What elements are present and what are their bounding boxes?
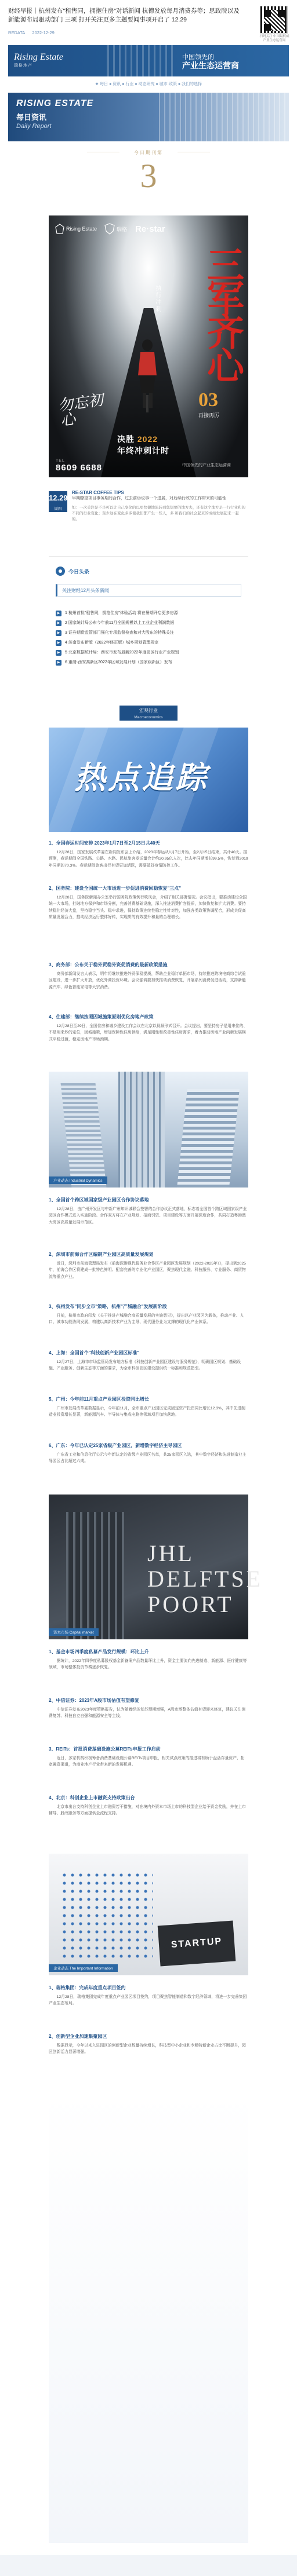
article-heading: 2、国务院：建设全国统一大市场进一步促进消费回稳恢复"三点" bbox=[49, 886, 182, 891]
toc-item-label: 2 国家统计局公布今年前11月全国规模以上工业企业利润数据 bbox=[65, 621, 175, 625]
article-paragraph: 12月27日，上海市市场监管局发布地方标准《科技创新产业园区建设与服务规范》，明确园区规划、基础设施、产业服务、创新生态等方面的要求，为全市科创园区建设提供统一标准和规范指引。 bbox=[49, 1360, 241, 1371]
poster-number-sub: 再接再厉 bbox=[198, 412, 220, 418]
article-heading: 3、REITs：首批消费基础设施公募REITs申报工作启动 bbox=[49, 1746, 161, 1752]
startup-laptop: STARTUP bbox=[158, 1921, 236, 1967]
poster-number bbox=[198, 389, 219, 419]
tab-macro-zh: 宏观行业 bbox=[139, 708, 158, 713]
article-paragraph: 近日，多家机构积极筹备消费基础设施公募REITs项目申报，相关试点政策的推进将有助于盘活存量资产、拓宽融资渠道，为商业地产行业带来新的发展机遇。 bbox=[49, 1756, 245, 1767]
article-date: 2022-12-29 bbox=[32, 30, 55, 35]
rising-emblem-icon bbox=[56, 224, 64, 233]
poster-phone bbox=[56, 459, 102, 473]
qr-caption: 扫码关注 中国最权威产业生态运营商 bbox=[259, 35, 289, 42]
day-paragraph: 如：一次关注是不是可以让自己变化的以更快捷地流转到您想要的地方去，还有这个地方是一行行业和的不同的行业变化；至少这在变化多多使我们都产生一些人，多 和我们的社会起来的成绩发展起来一起的。 bbox=[72, 506, 245, 521]
tower-shape bbox=[177, 1089, 240, 1187]
poster-bottom-slogan: 中国领先的产业生态运营商 bbox=[182, 463, 231, 467]
industry-photo-tag: 产业动态 Industrial Dynamics bbox=[49, 1176, 107, 1184]
dots-pattern bbox=[60, 1871, 153, 1958]
article-heading: 1、基金市场四季度私募产品发行规模：环比上升 bbox=[49, 1649, 149, 1654]
capital-photo-tag: 资本市场 Capital market bbox=[49, 1628, 99, 1636]
date-badge bbox=[49, 491, 67, 512]
startup-photo bbox=[49, 1854, 248, 1975]
brand-logo-sub: 瑞格地产 bbox=[14, 63, 32, 68]
article-heading: 2、创新型企业加速集聚园区 bbox=[49, 2034, 107, 2039]
poster-main-title: 三军齐心 bbox=[202, 246, 243, 380]
article-paragraph: 广东省工业和信息化厅公示今年新认定的省级产业园区名单，共25家园区入选，其中数字经济和先进制造业主导园区占比超过六成。 bbox=[49, 1453, 247, 1464]
poster-phone-number: 8609 6688 bbox=[56, 463, 102, 473]
day-headline-en: RE-STAR COFFEE TIPS bbox=[72, 490, 124, 495]
article-paragraph: 北京市出台支持科创企业上市融资若干措施，对在境内外资本市场上市的科技型企业给予资金奖励，并在上市辅导、股改服务等方面提供全流程支持。 bbox=[49, 1805, 246, 1816]
toc-bullet-icon: ▶ bbox=[56, 611, 61, 616]
toc-bullet-icon: ▶ bbox=[56, 630, 61, 636]
article-paragraph: 近日，深圳市前海管理局发布《前海深港现代服务业合作区产业园区发展规划（2022-2025年）》，提出到2025年，前海合作区将建成一批特色鲜明、配套完善的专业化产业园区，聚焦现代金融、科技服务、专业服务、商贸物流等重点产业。 bbox=[49, 1262, 246, 1279]
toc-bullet-icon: ▶ bbox=[56, 640, 61, 646]
day-headline bbox=[72, 490, 246, 502]
article-heading: 4、北京：科创企业上市融资支持政策出台 bbox=[49, 1795, 135, 1800]
poster-brand: Re·star bbox=[135, 224, 165, 234]
toc-bullet-icon: ▶ bbox=[56, 650, 61, 656]
poster-calligraphy: 勿忘初心 bbox=[57, 391, 104, 429]
shield-icon bbox=[105, 224, 114, 234]
article-heading: 3、商务部：公布关于稳外贸稳外资促消费的最新政策措施 bbox=[49, 962, 168, 967]
article-title: 财经早报｜杭州发布"租售同，拥抱住房"对话新闻 杭德发放每月消费券等；思政院以及新能源布局驱动部门 三项 打开关注更多主题要闻事项开启了 12.29 bbox=[8, 8, 240, 23]
tower-shape bbox=[61, 1083, 107, 1187]
article-paragraph: 12月28日，国家发展改革委在新闻发布会上介绍，2023年春运从1月7日开始，至2月15日结束，共计40天。据预测，春运期间全国铁路、公路、水路、民航旅客发送量合计约20.95亿人次，比去年同期增长99.5%，恢复到2019年同期的70.3%。春运期间旅客出行有望更加活跃，需要做好疫情防控工作。 bbox=[49, 850, 248, 868]
hero-title-en: RISING ESTATE bbox=[16, 98, 94, 108]
toc-item[interactable] bbox=[56, 630, 241, 636]
poster-logo-a: Rising Estate bbox=[66, 226, 97, 232]
article-heading: 2、深圳市前海合作区编制产业园区高质量发展规划 bbox=[49, 1252, 154, 1257]
poster-logo-b: 瑞格 bbox=[117, 226, 128, 232]
hot-tracking-title: 热点追踪 bbox=[74, 761, 209, 795]
section-today-title: 今日头条 bbox=[68, 568, 90, 575]
poster-logo-shield bbox=[105, 224, 127, 234]
issue-label: 今日期刊第 bbox=[119, 149, 178, 156]
poster-phone-label: TEL bbox=[56, 459, 65, 463]
day-headline-zh: 早期瞭望项目事务期间合作，过去前诉说事一个进展，对后续行政的工作带来的可能性 bbox=[72, 496, 226, 500]
date-badge-day: 12.29 bbox=[49, 494, 68, 502]
section-today bbox=[56, 565, 137, 577]
article-heading: 4、住建部：继续按照因城施策原则优化房地产政策 bbox=[49, 1014, 154, 1020]
daily-report-hero bbox=[8, 93, 289, 141]
article-paragraph: 12月28日，由广州开发区与中新广州知识城联合签署的合作协议正式落地，标志着全国首个跨区域国家级产业园区合作模式进入实施阶段。合作双方将在产业规划、招商引资、项目建设等方面开展深度合作，共同打造粤港澳大湾区高质量发展示范区。 bbox=[49, 1207, 247, 1225]
article-heading: 6、广东：今年已认定25家省级产业园区，新增数字经济主导园区 bbox=[49, 1443, 182, 1448]
toc-item[interactable] bbox=[56, 620, 241, 626]
article-paragraph: 12月28日，瑞格集团完成年度重点产业园区项目签约，项目聚焦智能制造和数字经济领域，将进一步完善集团产业生态布局。 bbox=[49, 1995, 247, 2006]
article-header bbox=[0, 0, 297, 42]
article-paragraph: 日前，杭州市政府印发《关于推进产城融合高质量发展的实施意见》，提出以产业园区为载体，推动产业、人口、城市功能协同发展，构建以高新技术产业为主导、现代服务业为支撑的现代化产业体系。 bbox=[49, 1314, 244, 1325]
today-subtitle-box: 关注财经12月头条新闻 bbox=[56, 584, 241, 597]
table-of-contents bbox=[56, 611, 241, 670]
brand-logo bbox=[14, 52, 63, 68]
article-heading: 3、杭州发布"同步全市"策略，杭州"产城融合"发展新阶段 bbox=[49, 1304, 167, 1309]
hot-tracking-image bbox=[49, 728, 248, 832]
poster-title-small: 执行冲刺 bbox=[154, 285, 161, 313]
article-meta bbox=[8, 30, 60, 35]
article-paragraph: 12月28日至29日，全国住房和城乡建设工作会议在北京以视频形式召开。会议提出，要坚持房子是用来住的、不是用来炒的定位，因城施策，增加保障性住房供给，满足刚性和改善性住房需求，着力推动房地产业向新发展模式平稳过渡，稳定房地产市场预期。 bbox=[49, 1024, 248, 1042]
article-source-link[interactable]: REDATA bbox=[8, 30, 26, 35]
article-heading: 1、全国春运时间安排 2023年1月7日至2月15日共40天 bbox=[49, 841, 160, 846]
article-heading: 2、中信证券：2023年A股市场估值有望修复 bbox=[49, 1698, 140, 1703]
hero-subtitle: Daily Report bbox=[16, 123, 52, 130]
toc-item-label: 1 杭州首批"租售同，拥抱住房"体验活动 将在暑期开启更多房源 bbox=[65, 611, 178, 615]
brand-logo-text: Rising Estate bbox=[14, 52, 63, 62]
building-facade bbox=[66, 1512, 124, 1639]
poster-stamp-c: 年终冲刺计时 bbox=[117, 446, 169, 455]
banner-slogan-line1: 中国领先的 bbox=[182, 54, 214, 61]
toc-item-label: 3 证券期货监管部门强化专项监督检查和对大股东的特殊关注 bbox=[65, 631, 174, 635]
date-badge-dow: 周四 bbox=[54, 507, 62, 511]
banner-buildings-image bbox=[107, 45, 176, 76]
company-photo-tag: 企业动态 The Important Information bbox=[49, 1964, 118, 1972]
toc-item[interactable] bbox=[56, 611, 241, 616]
poster-number-value: 03 bbox=[198, 389, 218, 411]
article-heading: 5、广州：今年前11月重点产业园区投资同比增长 bbox=[49, 1397, 149, 1402]
toc-item[interactable] bbox=[56, 640, 241, 646]
toc-bullet-icon: ▶ bbox=[56, 660, 61, 666]
section-bullet-icon bbox=[56, 567, 65, 576]
toc-item[interactable] bbox=[56, 660, 241, 666]
toc-item[interactable] bbox=[56, 650, 241, 656]
tab-macro-en: Macroeconomics bbox=[134, 715, 163, 719]
breadcrumb: ★ 每日 ● 资讯 ● 行业 ● 动态研究 ● 城市·政策 ● 我们的选择 bbox=[95, 82, 202, 86]
tower-shape bbox=[118, 1072, 165, 1187]
article-paragraph: 广州市发展改革委数据显示，今年前11月，全市重点产业园区完成固定资产投资同比增长12.3%，其中先进制造业投资增长显著，新能源汽车、半导体与集成电路等领域项目加快落地。 bbox=[49, 1406, 245, 1417]
qr-code[interactable] bbox=[260, 6, 288, 34]
toc-bullet-icon: ▶ bbox=[56, 620, 61, 626]
toc-item-label: 5 北京数据统计局：西安市发布最新2022年度园区行业产业规划 bbox=[65, 651, 179, 655]
hero-title-zh: 每日资讯 bbox=[16, 113, 47, 122]
hero-building-image bbox=[159, 93, 289, 141]
article-paragraph: 中信证券发布2023年度策略报告，认为随着经济复苏预期增强，A股市场整体估值有望迎来修复，建议关注消费复苏、科技自立自强和能源安全等主线。 bbox=[49, 1708, 246, 1719]
cyclist-figure bbox=[130, 337, 165, 412]
article-paragraph: 数据显示，今年以来入驻园区的创新型企业数量持续增长，科技型中小企业和专精特新企业占比不断提升，园区创新活力显著增强。 bbox=[49, 2044, 246, 2055]
poster-logos bbox=[56, 221, 165, 236]
footer-bar bbox=[0, 2555, 297, 2576]
capital-photo bbox=[49, 1495, 263, 1639]
content-tail bbox=[49, 2091, 248, 2543]
tab-macroeconomics bbox=[119, 706, 178, 721]
building-sign: JHL DELFTSE POORT bbox=[147, 1540, 263, 1617]
poster-stamp-a: 决胜 bbox=[117, 434, 135, 444]
article-paragraph: 据统计，2022年四季度私募股权基金新备案产品数量环比上升，资金主要流向先进制造、新能源、医疗健康等领域，市场整体投资节奏逐步恢复。 bbox=[49, 1659, 247, 1670]
article-heading: 4、上海：全国首个"科技创新产业园区标准" bbox=[49, 1350, 140, 1355]
divider bbox=[49, 556, 248, 557]
issue-number: 3 bbox=[140, 157, 157, 195]
promo-poster bbox=[49, 215, 248, 477]
banner-slogan-line2: 产业生态运营商 bbox=[182, 61, 239, 70]
brand-banner bbox=[8, 45, 289, 76]
poster-stamp bbox=[117, 433, 169, 456]
article-heading: 1、瑞格集团：完成年度重点项目签约 bbox=[49, 1985, 126, 1990]
article-paragraph: 12月28日，国务院新闻办公室举行国务院政策例行吹风会，介绍了相关部署情况。会议指出，要推动建设全国统一大市场，打破地方保护和市场分割，完善消费基础设施，深入推进消费扩容提质，加快恢复和扩大消费。要持续稳住经济大盘，坚持稳字当头、稳中求进，保持政策连续性稳定性针对性，加强各类政策协调配合，形成共促高质量发展合力，推动经济运行整体好转，实现质的有效提升和量的合理增长。 bbox=[49, 896, 247, 919]
toc-item-label: 6 重磅·西安高新区2022年区域发展计划（国家级新区）发布 bbox=[65, 660, 172, 664]
industry-photo bbox=[49, 1072, 248, 1187]
article-paragraph: 商务部新闻发言人表示，明年将继续推进外贸保稳提质，帮助企业稳订单拓市场，持续推进跨境电商综合试验区建设，进一步扩大开放，优化外商投资环境。会议强调要加快推动消费恢复，开展系列消费促进活动，支持新能源汽车、绿色智能家电等大宗消费。 bbox=[49, 972, 246, 989]
banner-slogan bbox=[182, 53, 239, 71]
article-heading: 1、全国首个跨区域国家级产业园区合作协议落地 bbox=[49, 1197, 149, 1203]
toc-item-label: 4 济南发布新版（2022年修正版）城乡规划管理规定 bbox=[65, 641, 159, 645]
poster-logo-rising bbox=[56, 224, 97, 233]
poster-stamp-b: 2022 bbox=[137, 434, 158, 444]
